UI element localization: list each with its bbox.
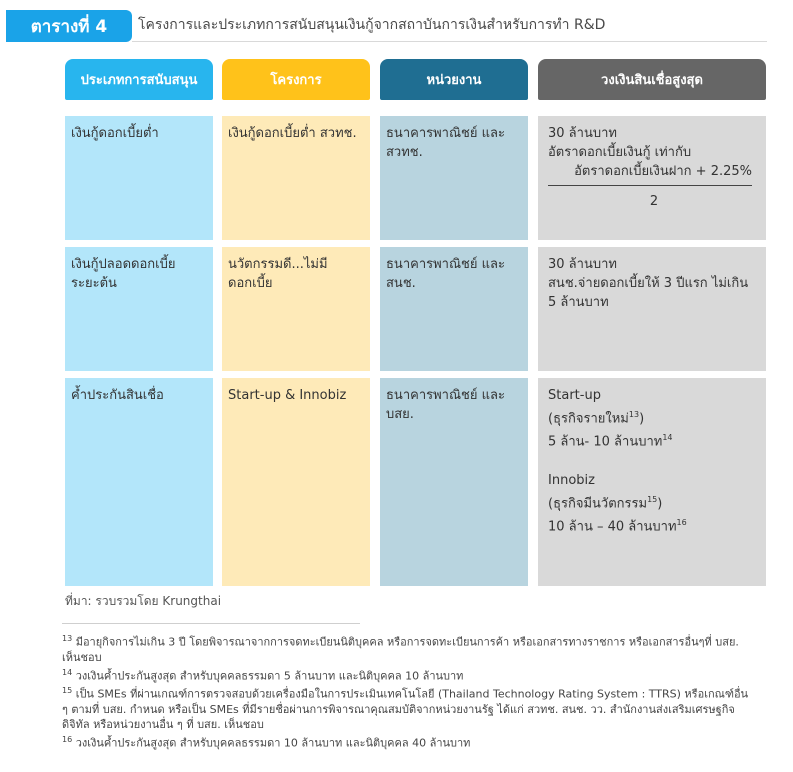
startup-amount: 5 ล้าน- 10 ล้านบาท$^{14}$	[548, 433, 673, 450]
row3-agency: ธนาคารพาณิชย์ และ บสย.	[380, 378, 528, 586]
footnote-15: $^{15}$ เป็น SMEs ที่ผ่านเกณฑ์การตรวจสอบด้วยเครื่องมือในการประเมินเทคโนโลยี (Thailand Technology Rating System : TTRS) หรือเกณฑ์อื่น ๆ ตามที่ บสย. กำหนด หรือเป็น SMEs ที่มีรายชื่อผ่านการพิจารณาคุณสมบัติจากหน่วยงานรัฐ ได้แก่ สวทช. สนช. วว. สำนักงานส่งเสริมเศรษฐกิจดิจิทัล หรือหน่วยงานอื่น ๆ ที่ บสย. เห็นชอบ	[62, 686, 749, 731]
footnote-13: $^{13}$ มีอายุกิจการไม่เกิน 3 ปี โดยพิจารณาจากการจดทะเบียนนิติบุคคล หรือการจดทะเบียนการค้า หรือเอกสารทางราชการ หรือเอกสารอื่นๆที่ บสย. เห็นชอบ	[62, 634, 739, 664]
row1-project: เงินกู้ดอกเบี้ยต่ำ สวทช.	[222, 116, 370, 240]
startup-title: Start-up	[548, 388, 601, 403]
row1-agency: ธนาคารพาณิชย์ และ สวทช.	[380, 116, 528, 240]
innobiz-desc: (ธุรกิจมีนวัตกรรม$^{15}$)	[548, 494, 663, 511]
row3-project: Start-up & Innobiz	[222, 378, 370, 586]
header-project: โครงการ	[222, 59, 370, 100]
row1-type: เงินกู้ดอกเบี้ยต่ำ	[65, 116, 213, 240]
fraction-line	[548, 185, 752, 186]
header-agency: หน่วยงาน	[380, 59, 528, 100]
row3-type: ค้ำประกันสินเชื่อ	[65, 378, 213, 586]
header-max-credit: วงเงินสินเชื่อสูงสุด	[538, 59, 766, 100]
footnote-divider	[62, 623, 360, 624]
row2-type: เงินกู้ปลอดดอกเบี้ย ระยะต้น	[65, 247, 213, 371]
row2-project: นวัตกรรมดี...ไม่มีดอกเบี้ย	[222, 247, 370, 371]
row2-agency: ธนาคารพาณิชย์ และ สนช.	[380, 247, 528, 371]
row3-limit	[538, 378, 766, 586]
title-divider	[132, 41, 767, 42]
footnote-16: $^{16}$ วงเงินค้ำประกันสูงสุด สำหรับบุคคลธรรมดา 10 ล้านบาท และนิติบุคคล 40 ล้านบาท	[62, 734, 471, 750]
row1-limit	[538, 116, 766, 240]
row1-limit-denominator: 2	[649, 194, 659, 209]
row2-limit	[538, 247, 766, 371]
row1-limit-numerator: อัตราดอกเบี้ยเงินฝาก + 2.25%	[574, 164, 752, 179]
row2-limit-amount: 30 ล้านบาท	[548, 257, 617, 272]
footnote-14: $^{14}$ วงเงินค้ำประกันสูงสุด สำหรับบุคคลธรรมดา 5 ล้านบาท และนิติบุคคล 10 ล้านบาท	[62, 667, 464, 683]
table-label: ตารางที่ 4	[6, 10, 132, 42]
header-support-type: ประเภทการสนับสนุน	[65, 59, 213, 100]
row1-limit-amount: 30 ล้านบาท	[548, 126, 617, 141]
innobiz-amount: 10 ล้าน – 40 ล้านบาท$^{16}$	[548, 517, 687, 535]
row2-limit-note: สนช.จ่ายดอกเบี้ยให้ 3 ปีแรก ไม่เกิน 5 ล้านบาท	[548, 276, 749, 310]
table-title: โครงการและประเภทการสนับสนุนเงินกู้จากสถาบันการเงินสำหรับการทำ R&D	[138, 17, 606, 33]
footnotes	[62, 631, 752, 751]
innobiz-title: Innobiz	[548, 472, 595, 488]
row1-limit-rate-label: อัตราดอกเบี้ยเงินกู้ เท่ากับ	[548, 145, 692, 160]
source-note: ที่มา: รวบรวมโดย Krungthai	[65, 594, 222, 608]
startup-desc: (ธุรกิจรายใหม่$^{13}$)	[548, 410, 645, 427]
